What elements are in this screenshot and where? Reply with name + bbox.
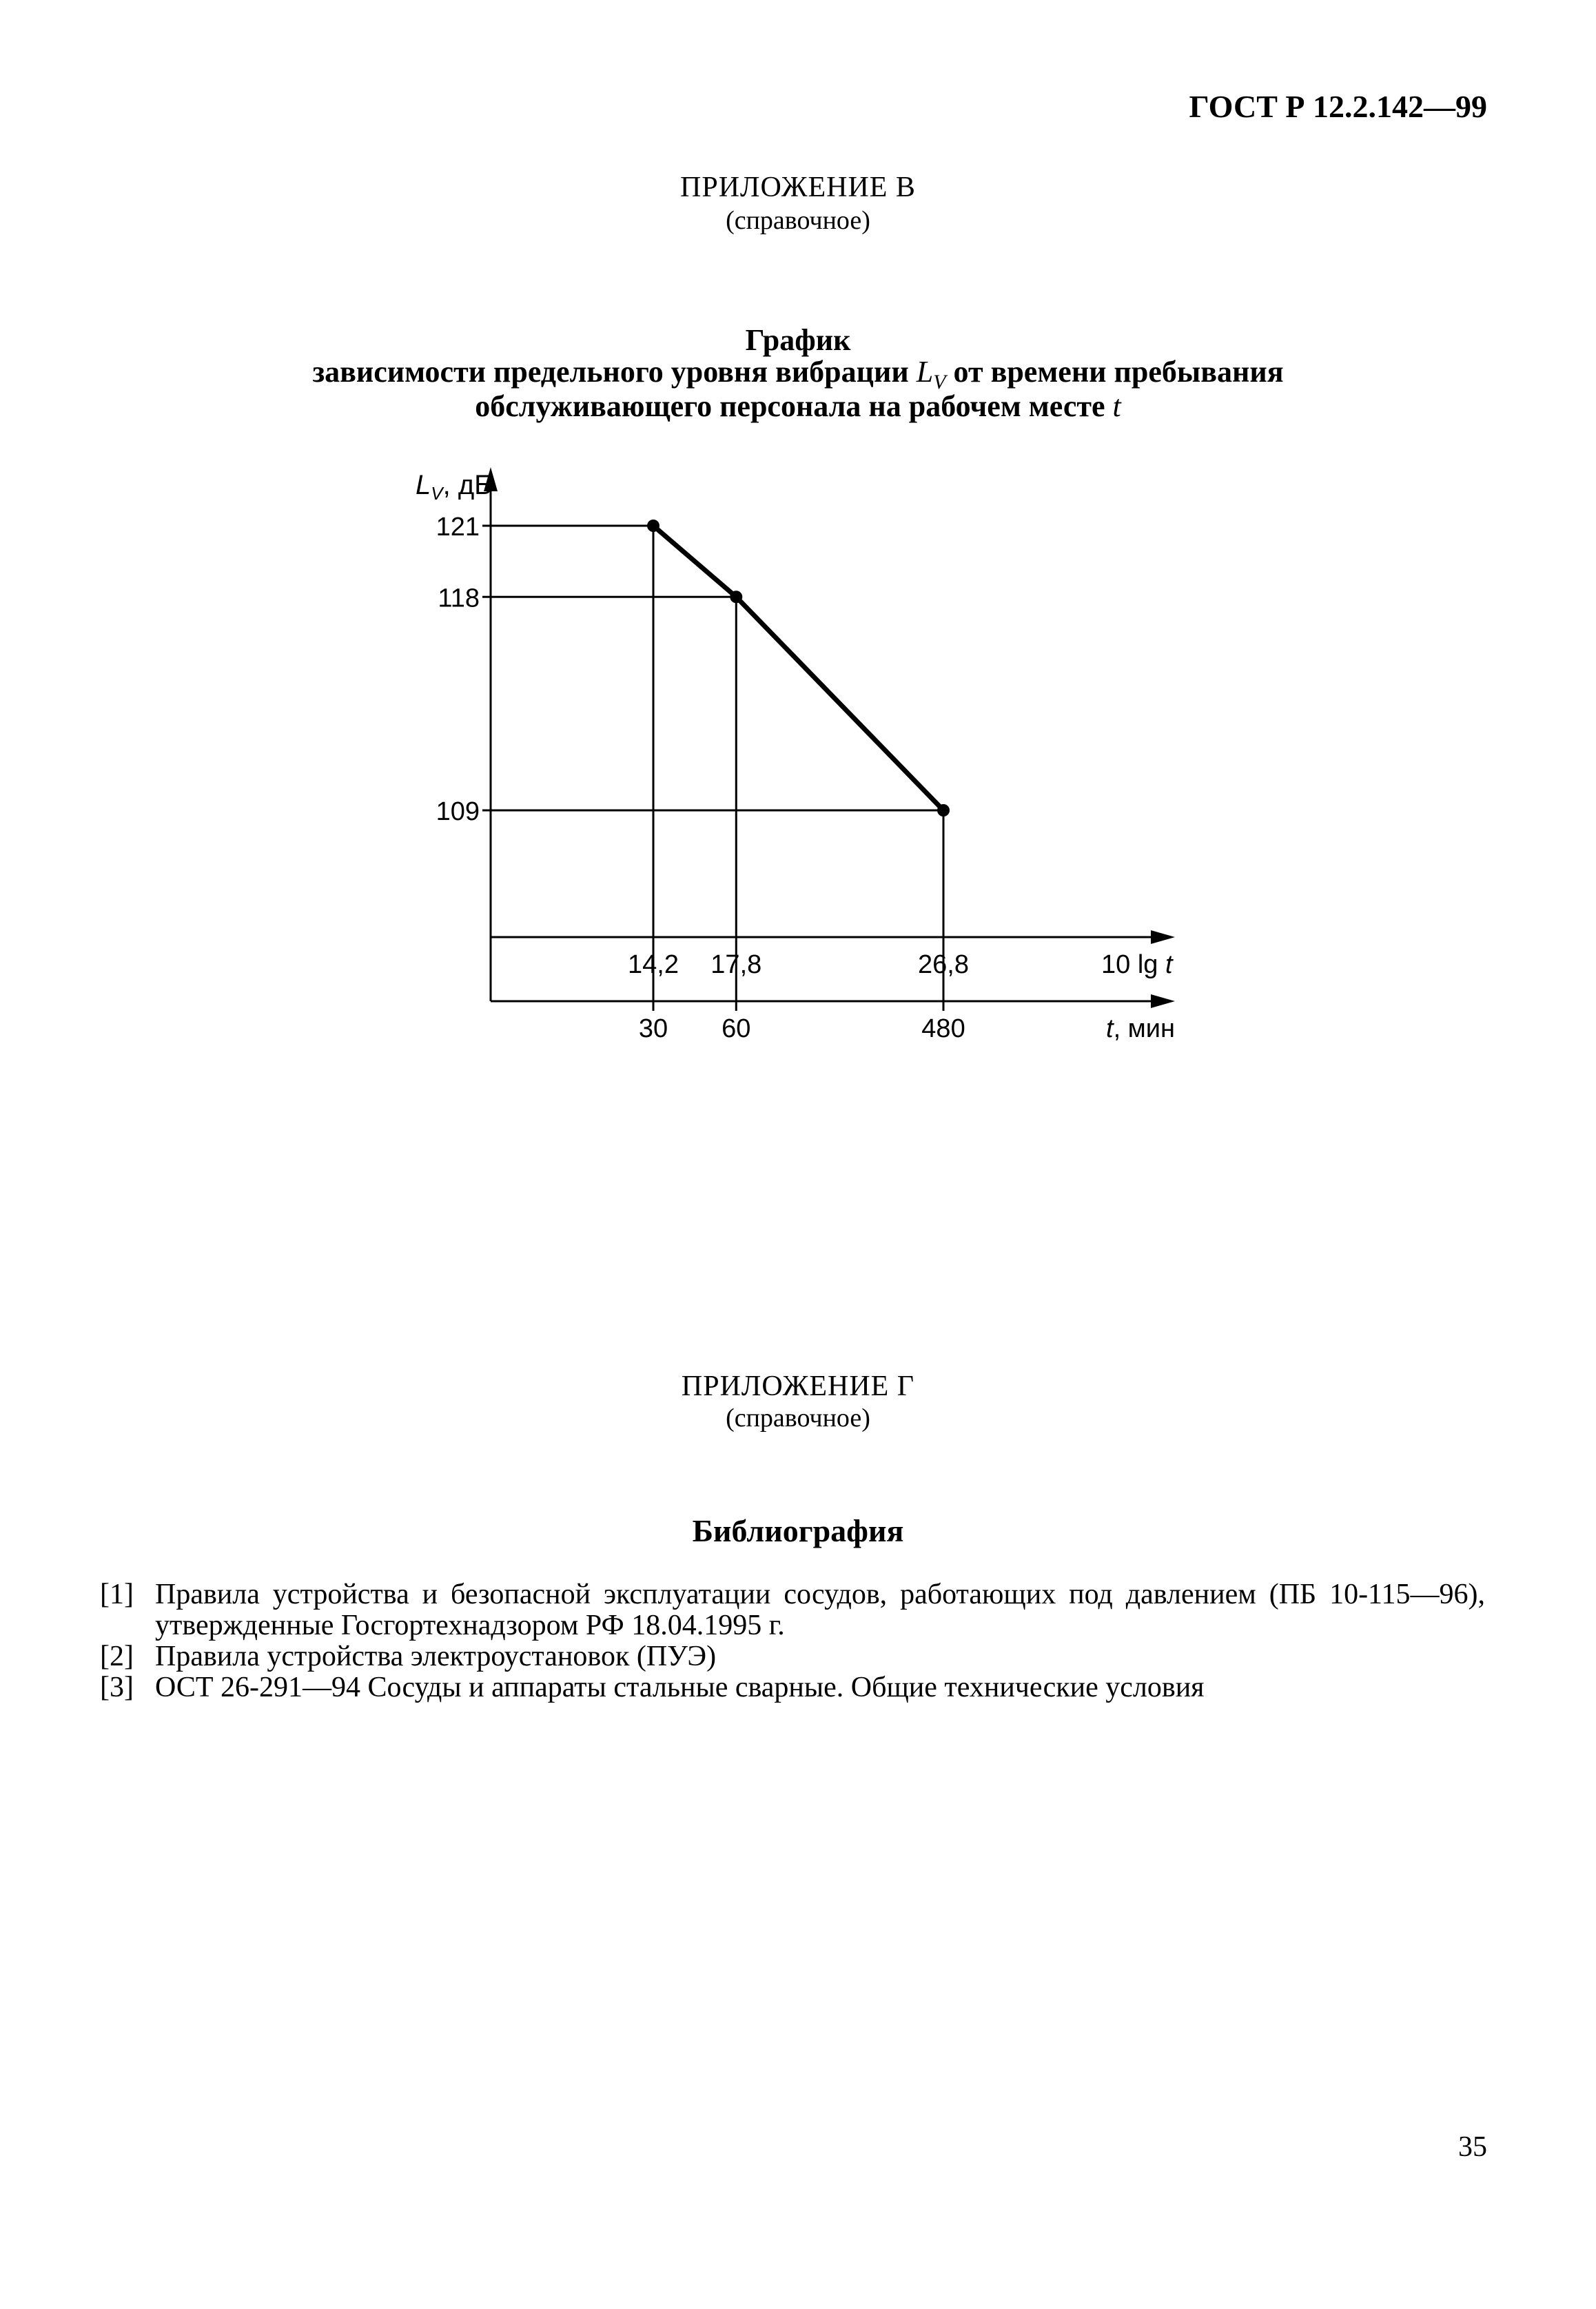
bibliography-item-text-cont: утвержденные Госгортехнадзором РФ 18.04.1995 г. (155, 1610, 785, 1641)
graph-title: График (745, 323, 851, 357)
x-lg-tick-label: 26,8 (918, 950, 969, 979)
bibliography-item-text: ОСТ 26-291—94 Сосуды и аппараты стальные сварные. Общие технические условия (155, 1672, 1205, 1703)
y-axis-label: $L_V$, дБ (416, 470, 493, 504)
bibliography-item-1 (100, 1579, 1485, 1641)
x-lg-tick-label: 17,8 (710, 950, 762, 979)
graph-title-text-a: зависимости предельного уровня вибрации (312, 355, 917, 389)
x-axis-minutes-label: t, мин (1106, 1014, 1176, 1043)
x-minutes-tick-label: 60 (722, 1014, 751, 1043)
x-minutes-tick-label: 480 (921, 1014, 965, 1043)
bibliography-title: Библиография (692, 1513, 904, 1548)
graph-title-var-sub: V (933, 370, 946, 393)
document-id: ГОСТ Р 12.2.142—99 (1189, 89, 1487, 124)
y-tick-label: 109 (436, 797, 480, 826)
series-line (653, 526, 943, 810)
data-point (730, 591, 742, 603)
bibliography-item-text: Правила устройства и безопасной эксплуатации сосудов, работающих под давлением (ПБ 10-115—96), (155, 1579, 1485, 1610)
y-tick-label: 121 (436, 513, 480, 542)
bibliography-item-number: [3] (100, 1672, 134, 1703)
appendix-b-title: ПРИЛОЖЕНИЕ В (680, 172, 916, 203)
vibration-level-chart (0, 0, 1596, 1102)
bibliography-item-number: [2] (100, 1641, 134, 1672)
data-point (647, 520, 659, 532)
x-axis-lg-label: 10 lg t (1101, 950, 1173, 979)
data-point (937, 804, 950, 817)
y-tick-label: 118 (438, 584, 480, 613)
appendix-g-title: ПРИЛОЖЕНИЕ Г (681, 1371, 915, 1402)
graph-title-var-t: t (1112, 389, 1121, 423)
x-axis-minutes-arrow (1151, 994, 1175, 1008)
graph-title-text-b: от времени пребывания (945, 355, 1284, 389)
bibliography-item-3 (100, 1672, 1485, 1703)
page-number: 35 (1458, 2131, 1487, 2163)
x-axis-lg-arrow (1151, 930, 1175, 944)
appendix-b-subtitle: (справочное) (726, 206, 870, 235)
graph-title-var: L (916, 355, 934, 389)
bibliography-item-number: [1] (100, 1579, 134, 1610)
appendix-g-subtitle: (справочное) (726, 1404, 870, 1433)
x-lg-tick-label: 14,2 (628, 950, 679, 979)
bibliography-item-text: Правила устройства электроустановок (ПУЭ) (155, 1641, 717, 1672)
bibliography-item-2 (100, 1641, 1485, 1672)
x-minutes-tick-label: 30 (638, 1014, 668, 1043)
graph-title-text-c: обслуживающего персонала на рабочем месте (475, 389, 1113, 423)
